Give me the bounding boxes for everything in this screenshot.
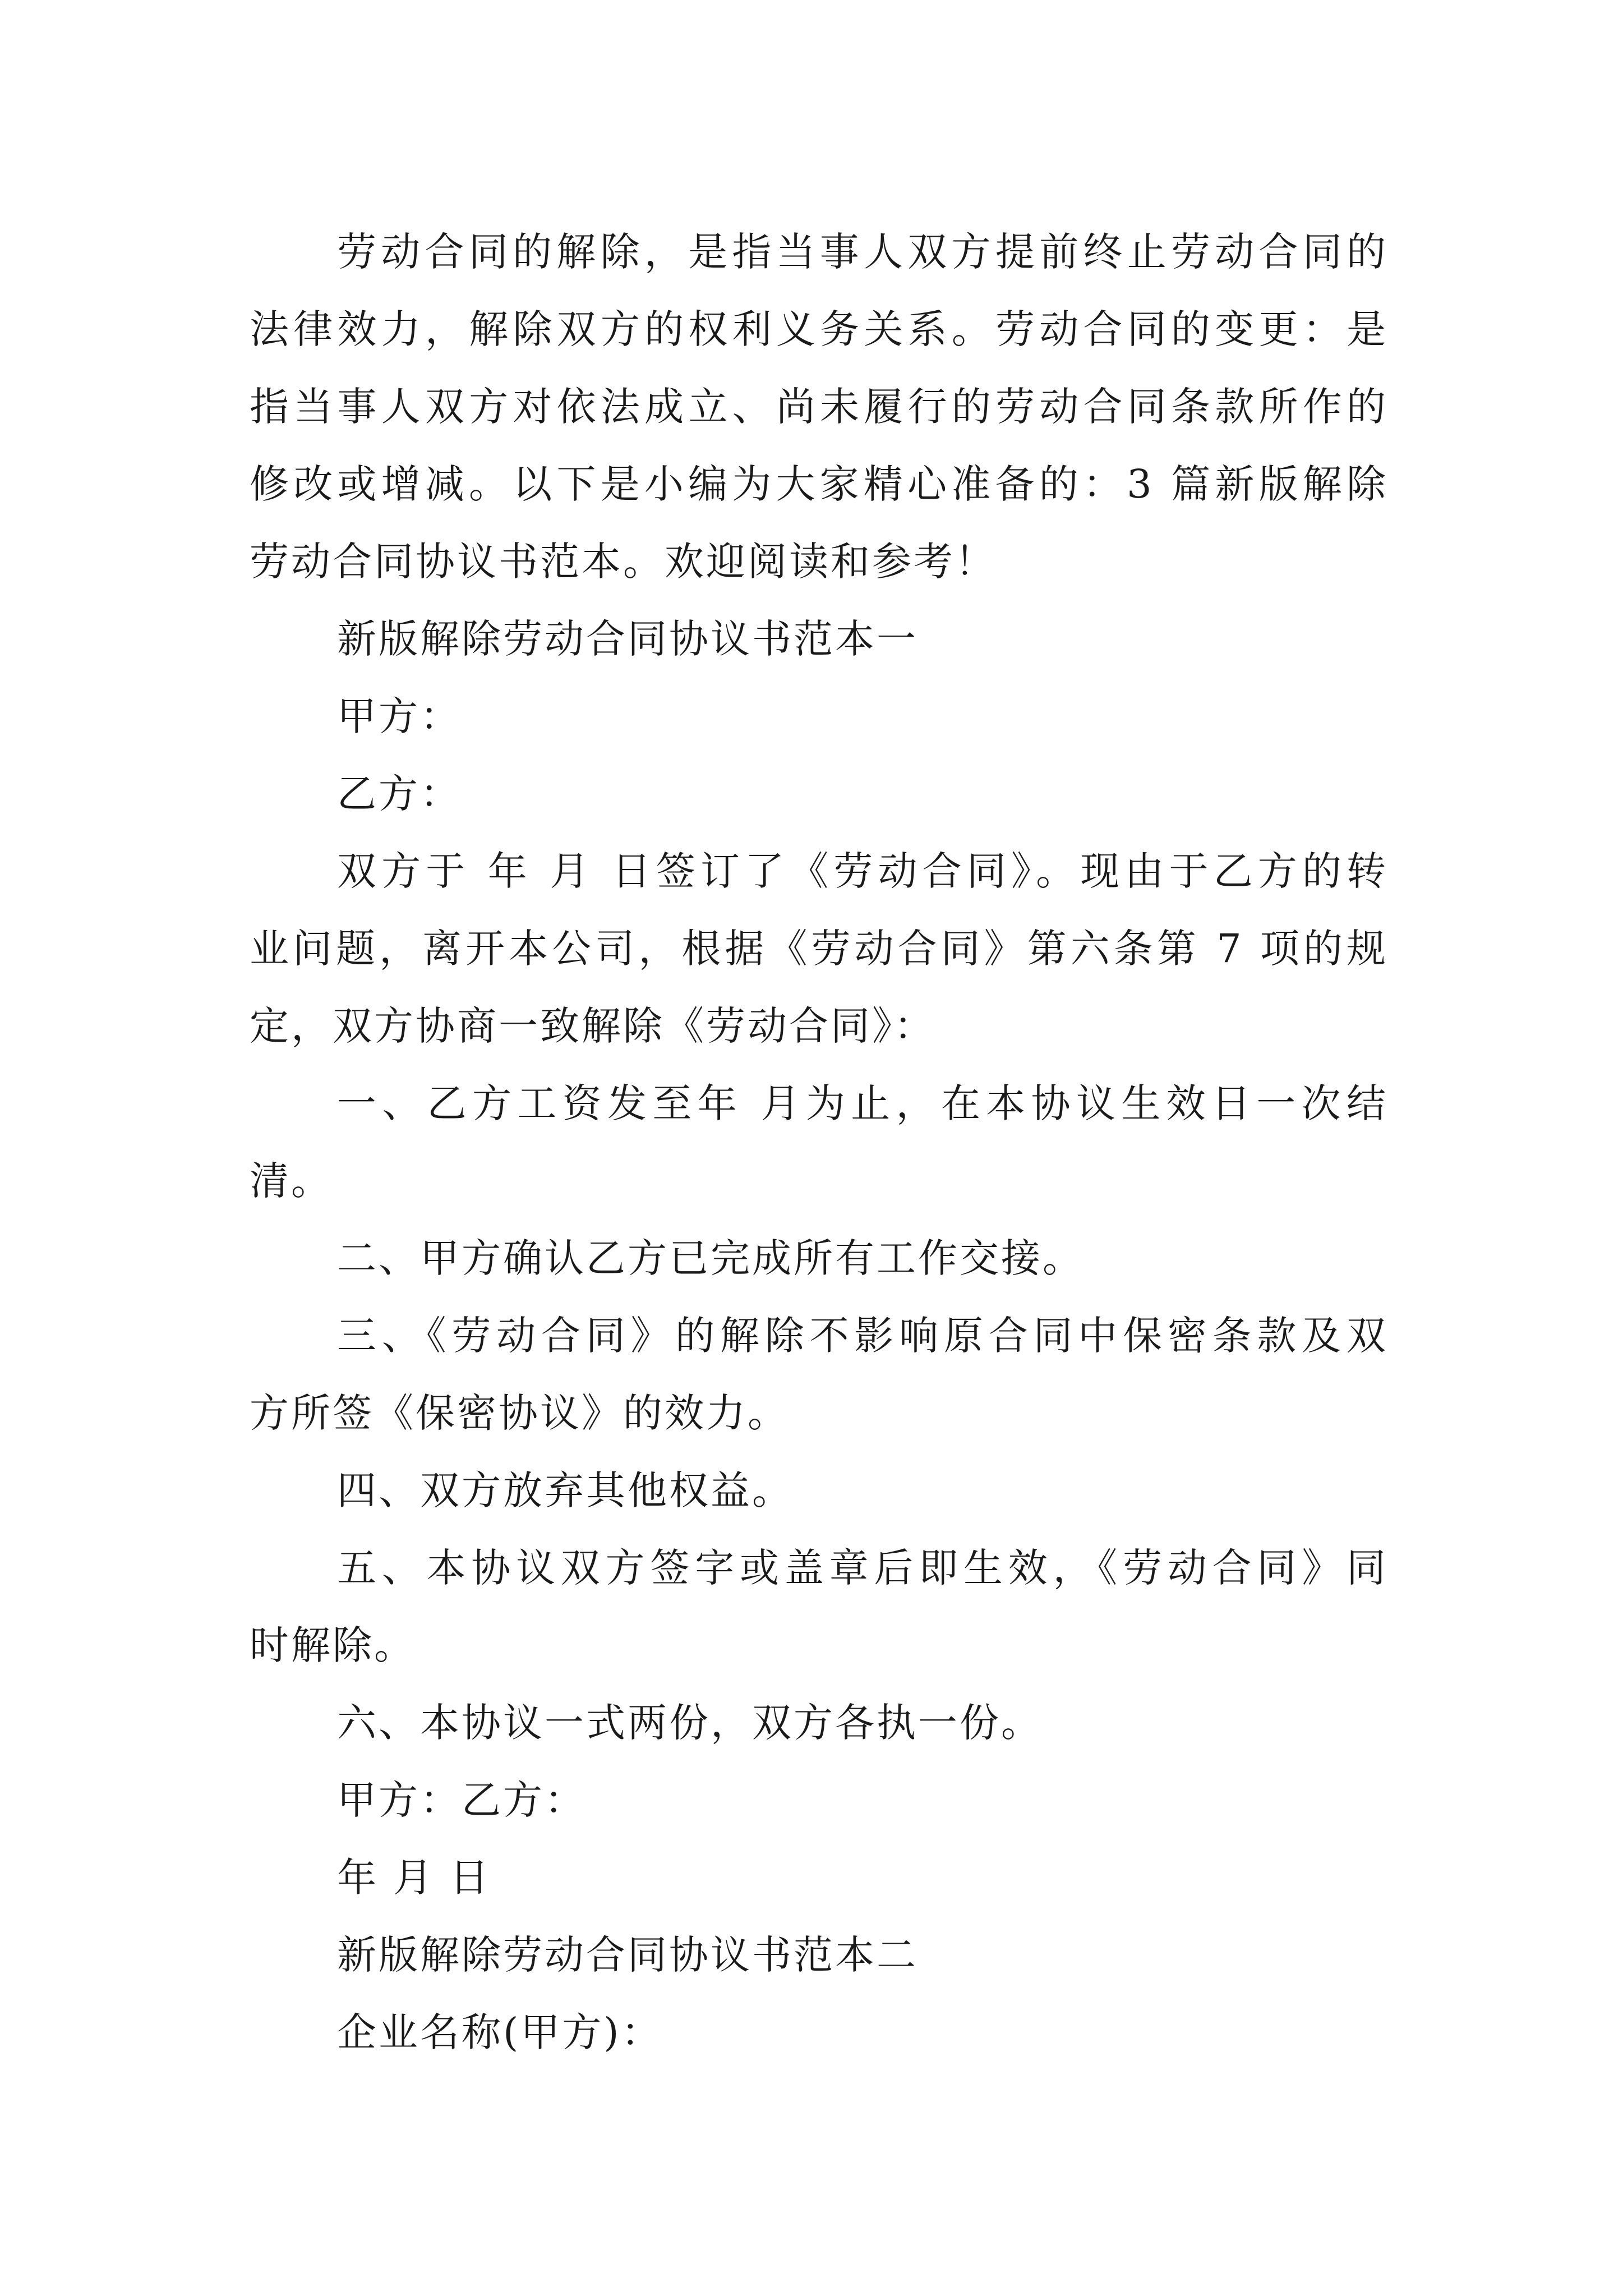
clause-1-continued: 清。 <box>250 1158 333 1204</box>
section-title-2: 新版解除劳动合同协议书范本二 <box>337 1932 918 1978</box>
intro-line-3: 指当事人双方对依法成立、尚未履行的劳动合同条款所作的 <box>250 384 1388 430</box>
clause-3: 三、《劳动合同》的解除不影响原合同中保密条款及双 <box>337 1313 1388 1359</box>
paragraph-line: 定，双方协商一致解除《劳动合同》： <box>250 1003 935 1049</box>
intro-line-4: 修改或增减。以下是小编为大家精心准备的：3 篇新版解除 <box>250 461 1388 507</box>
intro-line-1: 劳动合同的解除，是指当事人双方提前终止劳动合同的 <box>337 229 1388 275</box>
paragraph-line: 业问题，离开本公司，根据《劳动合同》第六条第 7 项的规 <box>250 926 1388 972</box>
signature-parties: 甲方：乙方： <box>337 1777 586 1823</box>
document-body <box>250 213 1388 2071</box>
paragraph-line: 双方于 年 月 日签订了《劳动合同》。现由于乙方的转 <box>337 848 1388 894</box>
company-name-label: 企业名称(甲方)： <box>337 2009 663 2055</box>
signature-date: 年 月 日 <box>337 1855 491 1901</box>
clause-5: 五、本协议双方签字或盖章后即生效，《劳动合同》同 <box>337 1545 1388 1591</box>
clause-2: 二、甲方确认乙方已完成所有工作交接。 <box>337 1235 1084 1281</box>
clause-3-continued: 方所签《保密协议》的效力。 <box>250 1390 789 1436</box>
clause-4: 四、双方放弃其他权益。 <box>337 1467 794 1513</box>
clause-1: 一、乙方工资发至年 月为止，在本协议生效日一次结 <box>337 1080 1388 1126</box>
clause-5-continued: 时解除。 <box>250 1622 416 1668</box>
party-b-label: 乙方： <box>337 771 462 817</box>
intro-line-2: 法律效力，解除双方的权利义务关系。劳动合同的变更：是 <box>250 306 1388 352</box>
party-a-label: 甲方： <box>337 693 462 739</box>
section-title-1: 新版解除劳动合同协议书范本一 <box>337 616 918 662</box>
clause-6: 六、本协议一式两份，双方各执一份。 <box>337 1700 1043 1746</box>
intro-line-5: 劳动合同协议书范本。欢迎阅读和参考！ <box>250 539 997 585</box>
